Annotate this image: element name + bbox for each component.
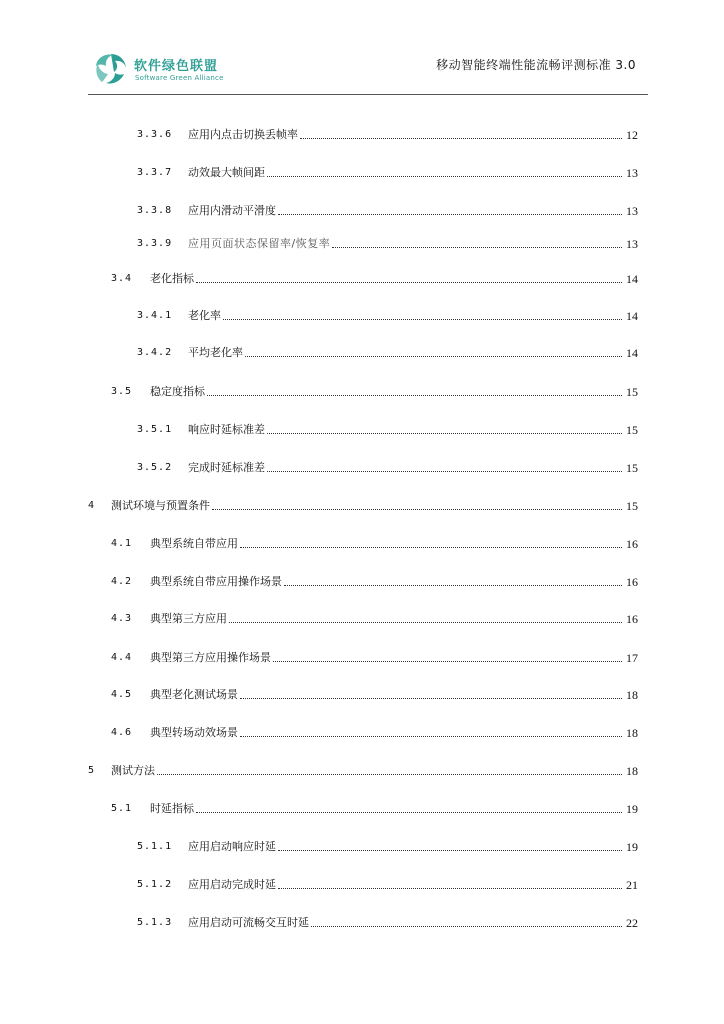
toc-entry[interactable]	[0, 126, 724, 142]
toc-entry-page: 12	[626, 128, 638, 142]
toc-entry-title: 测试方法	[111, 764, 155, 777]
toc-entry[interactable]	[0, 914, 724, 930]
toc-dot-leader	[212, 509, 622, 510]
toc-entry-page: 19	[626, 802, 638, 816]
brand-name-en: Software Green Alliance	[135, 74, 224, 82]
toc-entry-page: 15	[626, 423, 638, 437]
toc-entry-number: 3.3.7	[137, 167, 173, 178]
toc-dot-leader	[196, 282, 622, 283]
toc-entry-number: 4.4	[111, 652, 133, 663]
toc-entry-number: 4.2	[111, 576, 133, 587]
toc-entry-number: 3.3.6	[137, 129, 173, 140]
toc-entry-title: 典型老化测试场景	[150, 688, 238, 701]
toc-dot-leader	[240, 698, 622, 699]
toc-entry-title: 应用内滑动平滑度	[188, 204, 276, 217]
toc-entry-title: 应用启动完成时延	[188, 878, 276, 891]
toc-entry-page: 21	[626, 878, 638, 892]
brand-name-cn: 软件绿色联盟	[134, 59, 219, 74]
toc-entry-number: 3.3.9	[137, 238, 173, 249]
toc-entry-page: 22	[626, 916, 638, 930]
toc-dot-leader	[278, 214, 622, 215]
toc-entry-page: 15	[626, 461, 638, 475]
toc-entry[interactable]	[0, 202, 724, 218]
toc-entry[interactable]	[0, 459, 724, 475]
toc-entry-page: 14	[626, 346, 638, 360]
toc-entry[interactable]	[0, 610, 724, 626]
toc-entry[interactable]	[0, 573, 724, 589]
toc-entry-page: 19	[626, 840, 638, 854]
toc-entry-number: 3.4	[111, 273, 133, 284]
toc-entry[interactable]	[0, 762, 724, 778]
toc-entry-title: 典型系统自带应用	[150, 537, 238, 550]
toc-entry-title: 测试环境与预置条件	[111, 499, 210, 512]
toc-dot-leader	[284, 585, 622, 586]
toc-dot-leader	[300, 138, 622, 139]
toc-dot-leader	[267, 433, 622, 434]
toc-entry-page: 17	[626, 651, 638, 665]
toc-dot-leader	[240, 547, 622, 548]
toc-entry-number: 4.1	[111, 538, 133, 549]
toc-entry-title: 时延指标	[150, 802, 194, 815]
toc-entry-number: 5.1.2	[137, 879, 173, 890]
toc-entry[interactable]	[0, 235, 724, 251]
toc-dot-leader	[267, 176, 622, 177]
toc-entry-number: 3.5	[111, 386, 133, 397]
toc-entry-number: 3.5.1	[137, 424, 173, 435]
toc-entry-number: 4.5	[111, 689, 133, 700]
toc-entry-number: 5.1.1	[137, 841, 173, 852]
toc-dot-leader	[240, 736, 622, 737]
toc-dot-leader	[278, 850, 622, 851]
toc-dot-leader	[278, 888, 622, 889]
toc-entry[interactable]	[0, 649, 724, 665]
alliance-logo-icon	[94, 52, 128, 86]
toc-entry-page: 18	[626, 688, 638, 702]
toc-entry[interactable]	[0, 497, 724, 513]
toc-entry-number: 3.4.2	[137, 347, 173, 358]
toc-dot-leader	[267, 471, 622, 472]
toc-entry-number: 5	[88, 765, 96, 776]
toc-dot-leader	[273, 661, 622, 662]
toc-entry-title: 老化率	[188, 309, 221, 322]
toc-dot-leader	[196, 812, 622, 813]
toc-entry-number: 5.1	[111, 803, 133, 814]
toc-entry[interactable]	[0, 686, 724, 702]
toc-entry-title: 典型第三方应用操作场景	[150, 651, 271, 664]
toc-dot-leader	[207, 395, 622, 396]
toc-entry-page: 18	[626, 726, 638, 740]
toc-entry-title: 稳定度指标	[150, 385, 205, 398]
toc-entry-page: 16	[626, 612, 638, 626]
toc-entry-number: 4.6	[111, 727, 133, 738]
toc-entry-page: 13	[626, 204, 638, 218]
toc-entry-page: 13	[626, 237, 638, 251]
toc-entry-title: 典型系统自带应用操作场景	[150, 575, 282, 588]
toc-dot-leader	[332, 247, 622, 248]
toc-entry-title: 应用内点击切换丢帧率	[188, 128, 298, 141]
toc-dot-leader	[157, 774, 622, 775]
toc-entry[interactable]	[0, 800, 724, 816]
page-header	[0, 0, 724, 96]
toc-entry-number: 5.1.3	[137, 917, 173, 928]
toc-entry[interactable]	[0, 383, 724, 399]
toc-entry[interactable]	[0, 535, 724, 551]
header-divider	[88, 94, 648, 95]
toc-entry-page: 13	[626, 166, 638, 180]
toc-entry-title: 动效最大帧间距	[188, 166, 265, 179]
toc-entry-title: 老化指标	[150, 272, 194, 285]
toc-entry[interactable]	[0, 838, 724, 854]
toc-entry-page: 16	[626, 537, 638, 551]
toc-dot-leader	[311, 926, 622, 927]
toc-entry-page: 15	[626, 499, 638, 513]
toc-entry-page: 16	[626, 575, 638, 589]
toc-entry[interactable]	[0, 724, 724, 740]
toc-entry-number: 3.3.8	[137, 205, 173, 216]
toc-entry-page: 14	[626, 272, 638, 286]
toc-dot-leader	[245, 356, 622, 357]
toc-entry-title: 典型第三方应用	[150, 612, 227, 625]
toc-entry[interactable]	[0, 164, 724, 180]
toc-entry[interactable]	[0, 344, 724, 360]
toc-entry-page: 14	[626, 309, 638, 323]
toc-dot-leader	[229, 622, 622, 623]
toc-entry[interactable]	[0, 421, 724, 437]
toc-entry-title: 平均老化率	[188, 346, 243, 359]
toc-entry-number: 3.5.2	[137, 462, 173, 473]
toc-dot-leader	[223, 319, 622, 320]
toc-entry[interactable]	[0, 307, 724, 323]
toc-entry-title: 响应时延标准差	[188, 423, 265, 436]
toc-entry-number: 4.3	[111, 613, 133, 624]
document-title: 移动智能终端性能流畅评测标准 3.0	[436, 58, 636, 72]
toc-entry[interactable]	[0, 876, 724, 892]
toc-entry-number: 4	[88, 500, 96, 511]
toc-entry-number: 3.4.1	[137, 310, 173, 321]
toc-entry-title: 应用启动可流畅交互时延	[188, 916, 309, 929]
toc-entry-title: 完成时延标准差	[188, 461, 265, 474]
toc-entry-title: 应用启动响应时延	[188, 840, 276, 853]
toc-entry-title: 应用页面状态保留率/恢复率	[188, 237, 331, 250]
toc-entry-title: 典型转场动效场景	[150, 726, 238, 739]
toc-entry[interactable]	[0, 270, 724, 286]
toc-entry-page: 18	[626, 764, 638, 778]
toc-entry-page: 15	[626, 385, 638, 399]
